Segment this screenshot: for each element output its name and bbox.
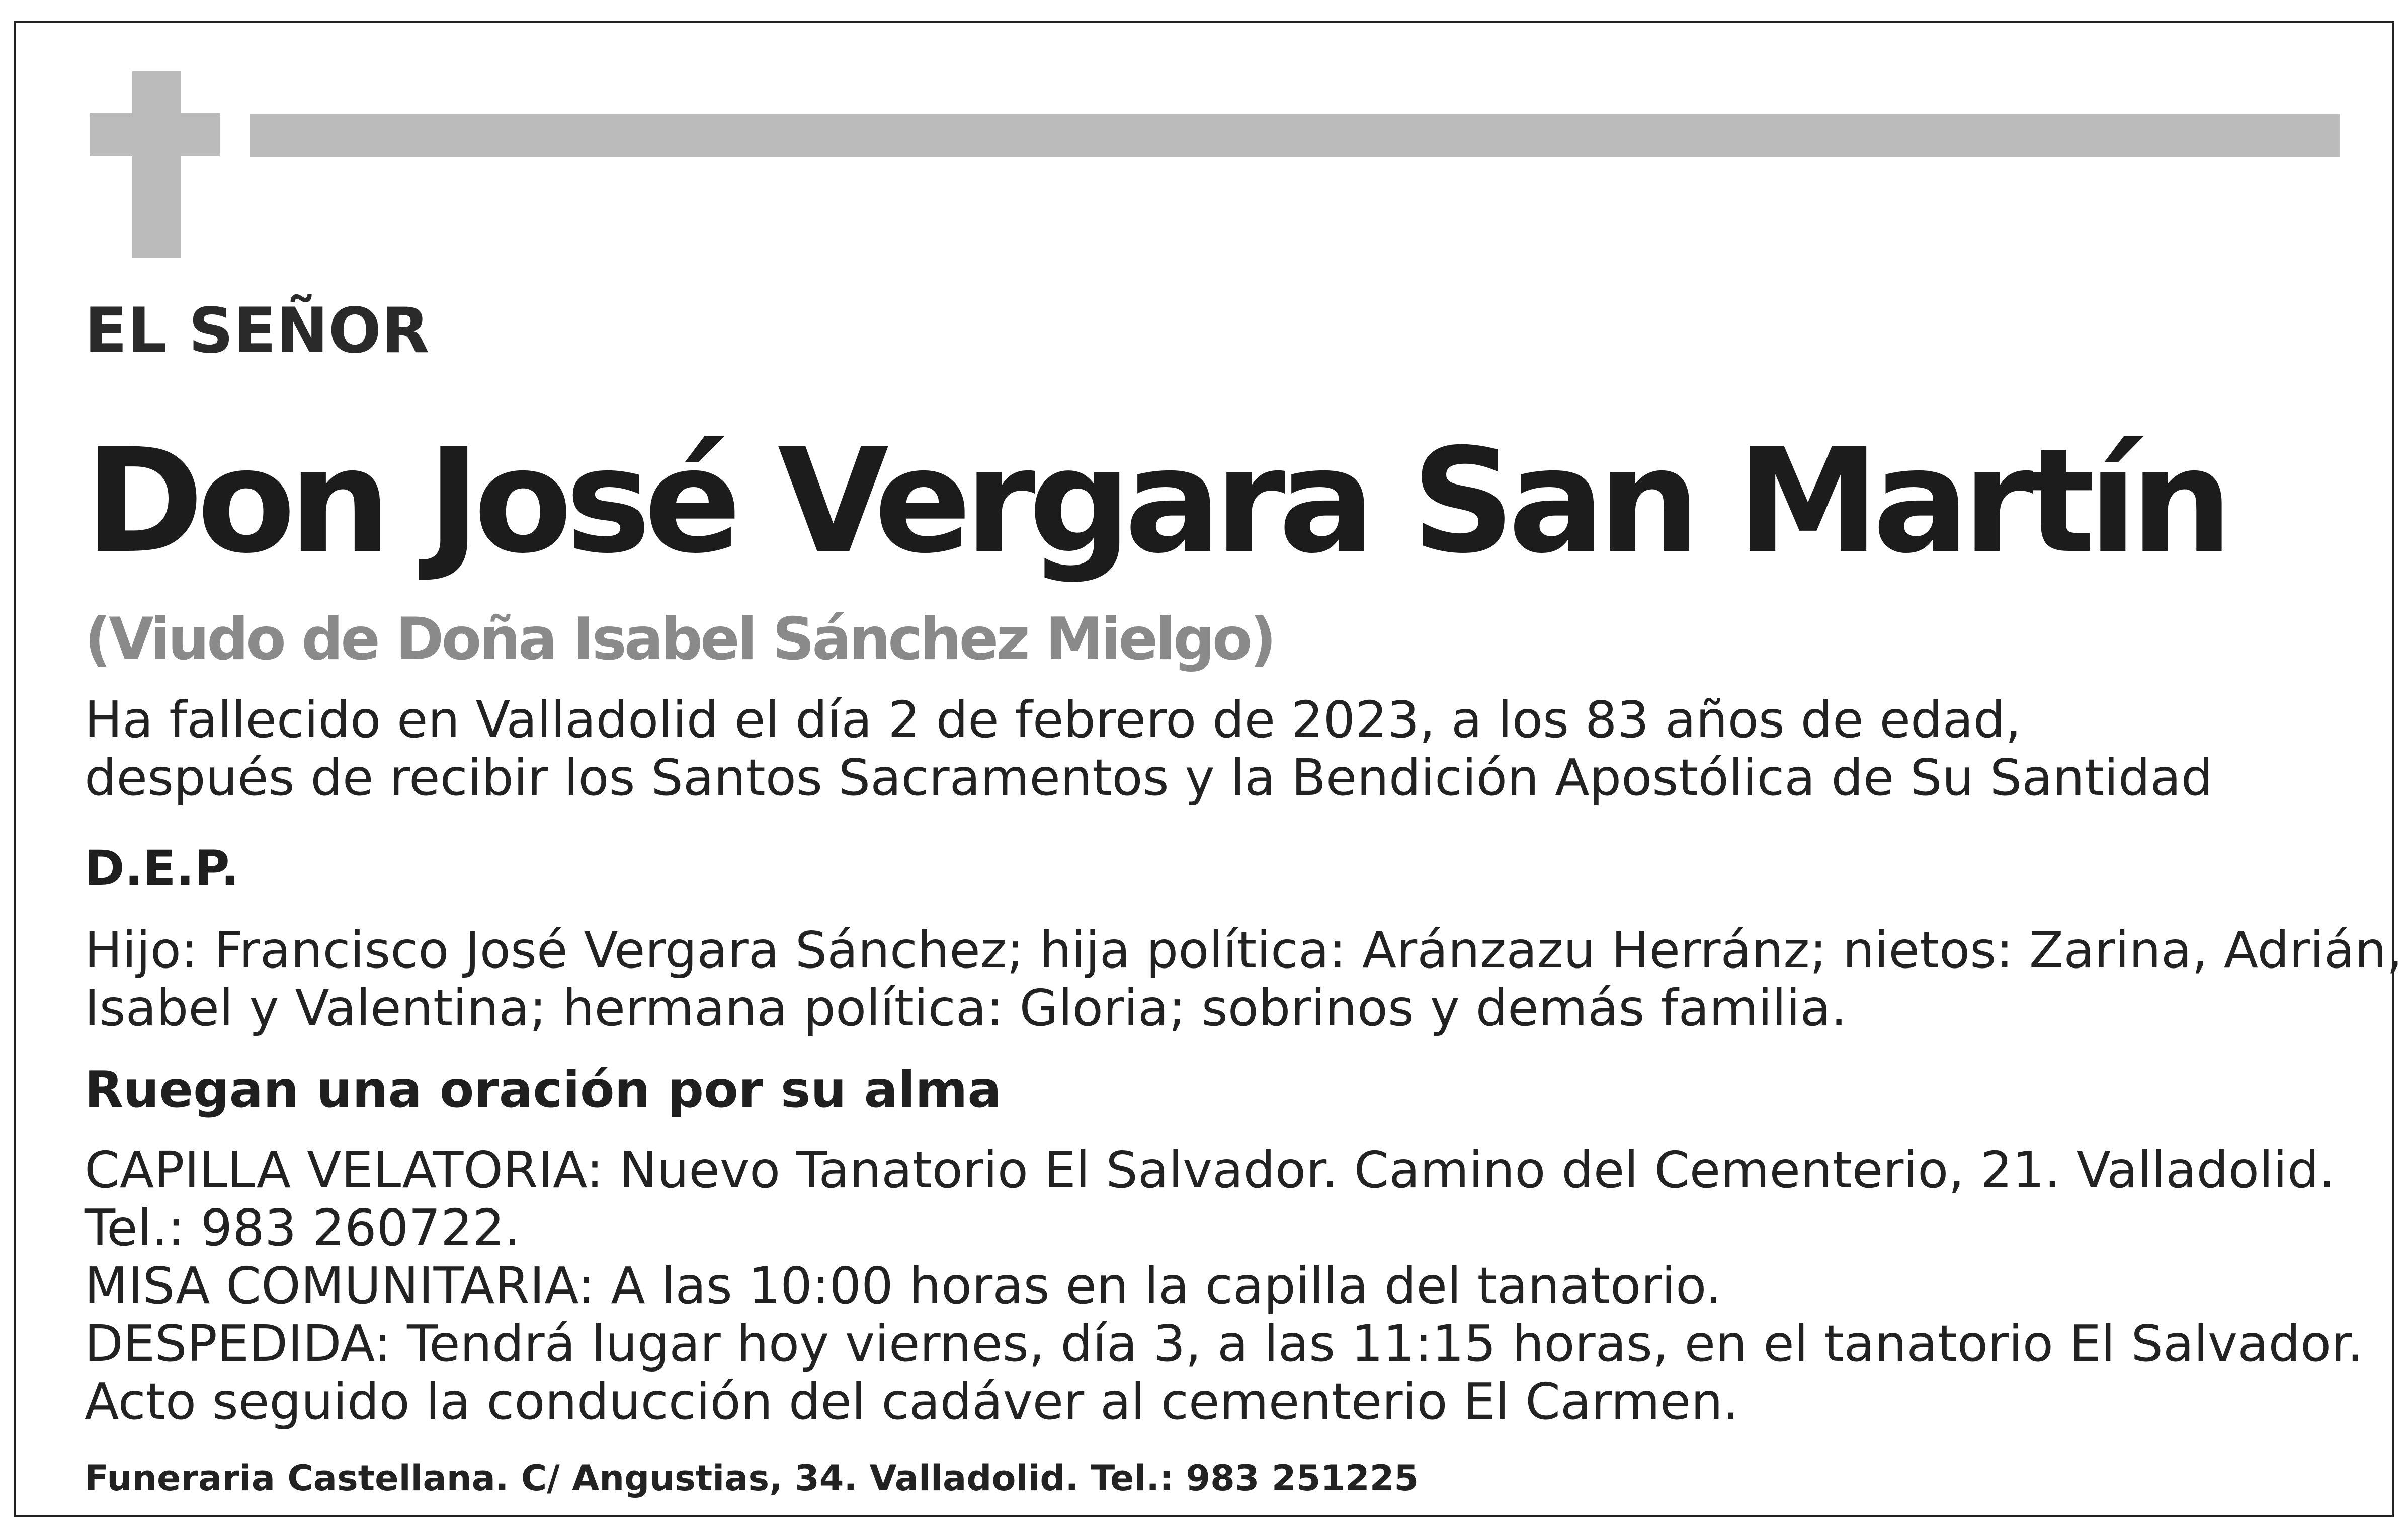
announcement-line: Ha fallecido en Valladolid el día 2 de febrero de 2023, a los 83 años de edad, [85,690,2021,749]
arrangement-line: CAPILLA VELATORIA: Nuevo Tanatorio El Salvador. Camino del Cementerio, 21. Valladolid. [85,1141,2335,1199]
widow-note: (Viudo de Doña Isabel Sánchez Mielgo) [85,605,1274,673]
prayer-request: Ruegan una oración por su alma [85,1060,1002,1119]
arrangement-line: DESPEDIDA: Tendrá lugar hoy viernes, día 3, a las 11:15 horas, en el tanatorio El Salvador. [85,1314,2363,1373]
arrangement-line: MISA COMUNITARIA: A las 10:00 horas en la capilla del tanatorio. [85,1256,1722,1315]
funeral-home-contact: Funeraria Castellana. C/ Angustias, 34. Valladolid. Tel.: 983 251225 [85,1458,1419,1499]
honorific: EL SEÑOR [85,295,430,367]
arrangement-line: Tel.: 983 260722. [85,1198,521,1257]
deceased-name: Don José Vergara San Martín [85,418,2226,585]
dep-label: D.E.P. [85,840,239,897]
family-line: Isabel y Valentina; hermana política: Gloria; sobrinos y demás familia. [85,979,1847,1037]
announcement-line: después de recibir los Santos Sacramentos y la Bendición Apostólica de Su Santidad [85,748,2213,807]
funeral-arrangements [85,1141,2363,1430]
arrangement-line: Acto seguido la conducción del cadáver al cementerio El Carmen. [85,1372,1739,1431]
header-rule [250,114,2340,157]
family-list [85,921,2402,1037]
family-line: Hijo: Francisco José Vergara Sánchez; hija política: Aránzazu Herránz; nietos: Zarina, Adrián, [85,921,2403,980]
cross-icon-arm [90,113,220,156]
death-announcement [85,691,2213,807]
cross-icon [132,71,181,258]
